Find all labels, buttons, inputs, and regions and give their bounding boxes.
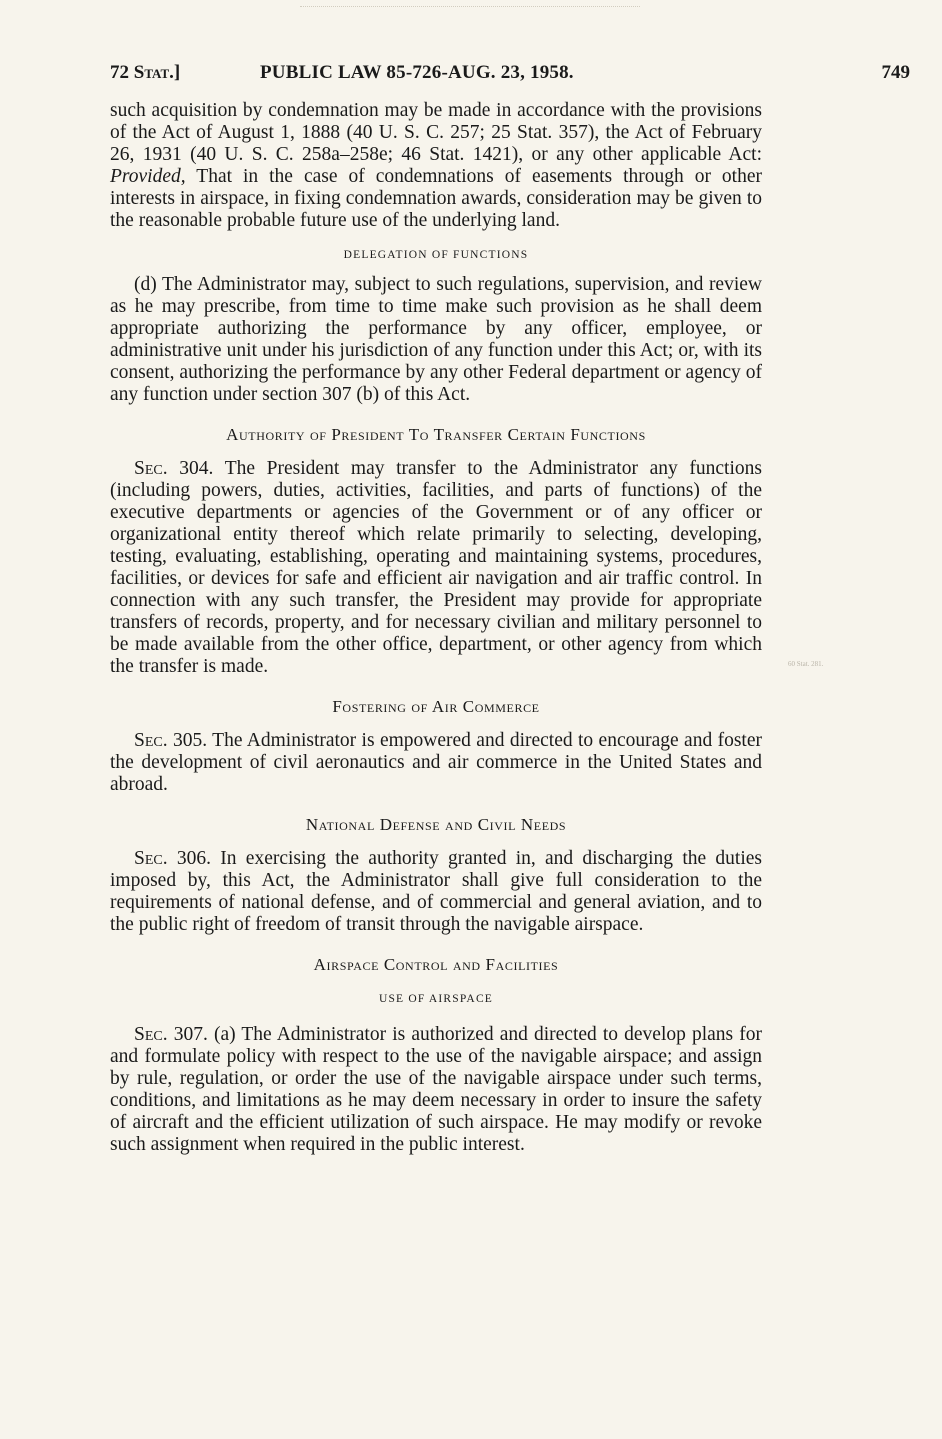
heading-fostering: Fostering of Air Commerce [332,697,540,716]
heading-use-of-airspace: USE OF AIRSPACE [378,993,494,1005]
heading-defense: National Defense and Civil Needs [305,815,567,834]
section-304: Sec. 304. The President may transfer to the Administrator any functions (including powers, duties, activities, facilities, and parts of functions) of the executive departments or agencies of the Government or of any officer or organizational entity thereof which relate primarily to selecting, developing, testing, evaluating, establishing, operating and maintaining systems, procedures, facilities, or devices for safe and efficient air navigation and air traffic control. In connection with any such transfer, the President may provide for appropriate transfers of records, property, and for necessary civilian and military personnel to be made available from the other office, department, or other agency from which the transfer is made. [110,458,762,677]
heading-delegation: DELEGATION OF FUNCTIONS [343,249,529,261]
section-label: Sec. 306. [134,848,212,869]
law-title: PUBLIC LAW 85-726-AUG. 23, 1958. [260,62,574,83]
paragraph-d: (d) The Administrator may, subject to such regulations, supervision, and review as he may prescribe, from time to time make such provision as he shall deem appropriate authorizing the performance by any officer, employee, or administrative unit under his jurisdiction of any function under this Act; or, with its consent, authorizing the performance by any other Federal department or agency of any function under section 307 (b) of this Act. [110,274,762,405]
heading-airspace: Airspace Control and Facilities [313,955,559,974]
heading-authority: Authority of President To Transfer Certain Functions [226,425,646,444]
proviso: Provided, [110,166,186,187]
section-305: Sec. 305. The Administrator is empowered and directed to encourage and foster the development of civil aeronautics and air commerce in the United States and abroad. [110,730,762,795]
section-label: Sec. 307. [134,1024,208,1045]
section-307: Sec. 307. (a) The Administrator is authorized and directed to develop plans for and formulate policy with respect to the use of the navigable airspace; and assign by rule, regulation, or order the use of the navigable airspace under such terms, conditions, and limitations as he may deem necessary in order to insure the safety of aircraft and the efficient utilization of such airspace. He may modify or revoke such assignment when required in the public interest. [110,1024,762,1155]
page-number: 749 [881,62,910,83]
paragraph-continuation: such acquisition by condemnation may be made in accordance with the provisions of the Act of August 1, 1888 (40 U. S. C. 257; 25 Stat. 357), the Act of February 26, 1931 (40 U. S. C. 258a–258e; 46 Stat. 1421), or any other applicable Act: Provided, That in the case of condemnations of easements through or other interests in airspace, in fixing condemnation awards, consideration may be given to the reasonable probable future use of the underlying land. [110,100,762,231]
top-bleed-through [300,6,640,13]
section-306: Sec. 306. In exercising the authority granted in, and discharging the duties imposed by, this Act, the Administrator shall give full consideration to the requirements of national defense, and of commercial and general aviation, and to the public right of freedom of transit through the navigable airspace. [110,848,762,935]
section-label: Sec. 305. [134,730,208,751]
margin-citation: 60 Stat. 281. [788,660,824,668]
section-label: Sec. 304. [134,458,214,479]
volume-reference: 72 Stat.] [110,62,181,83]
document-body [110,100,762,1156]
